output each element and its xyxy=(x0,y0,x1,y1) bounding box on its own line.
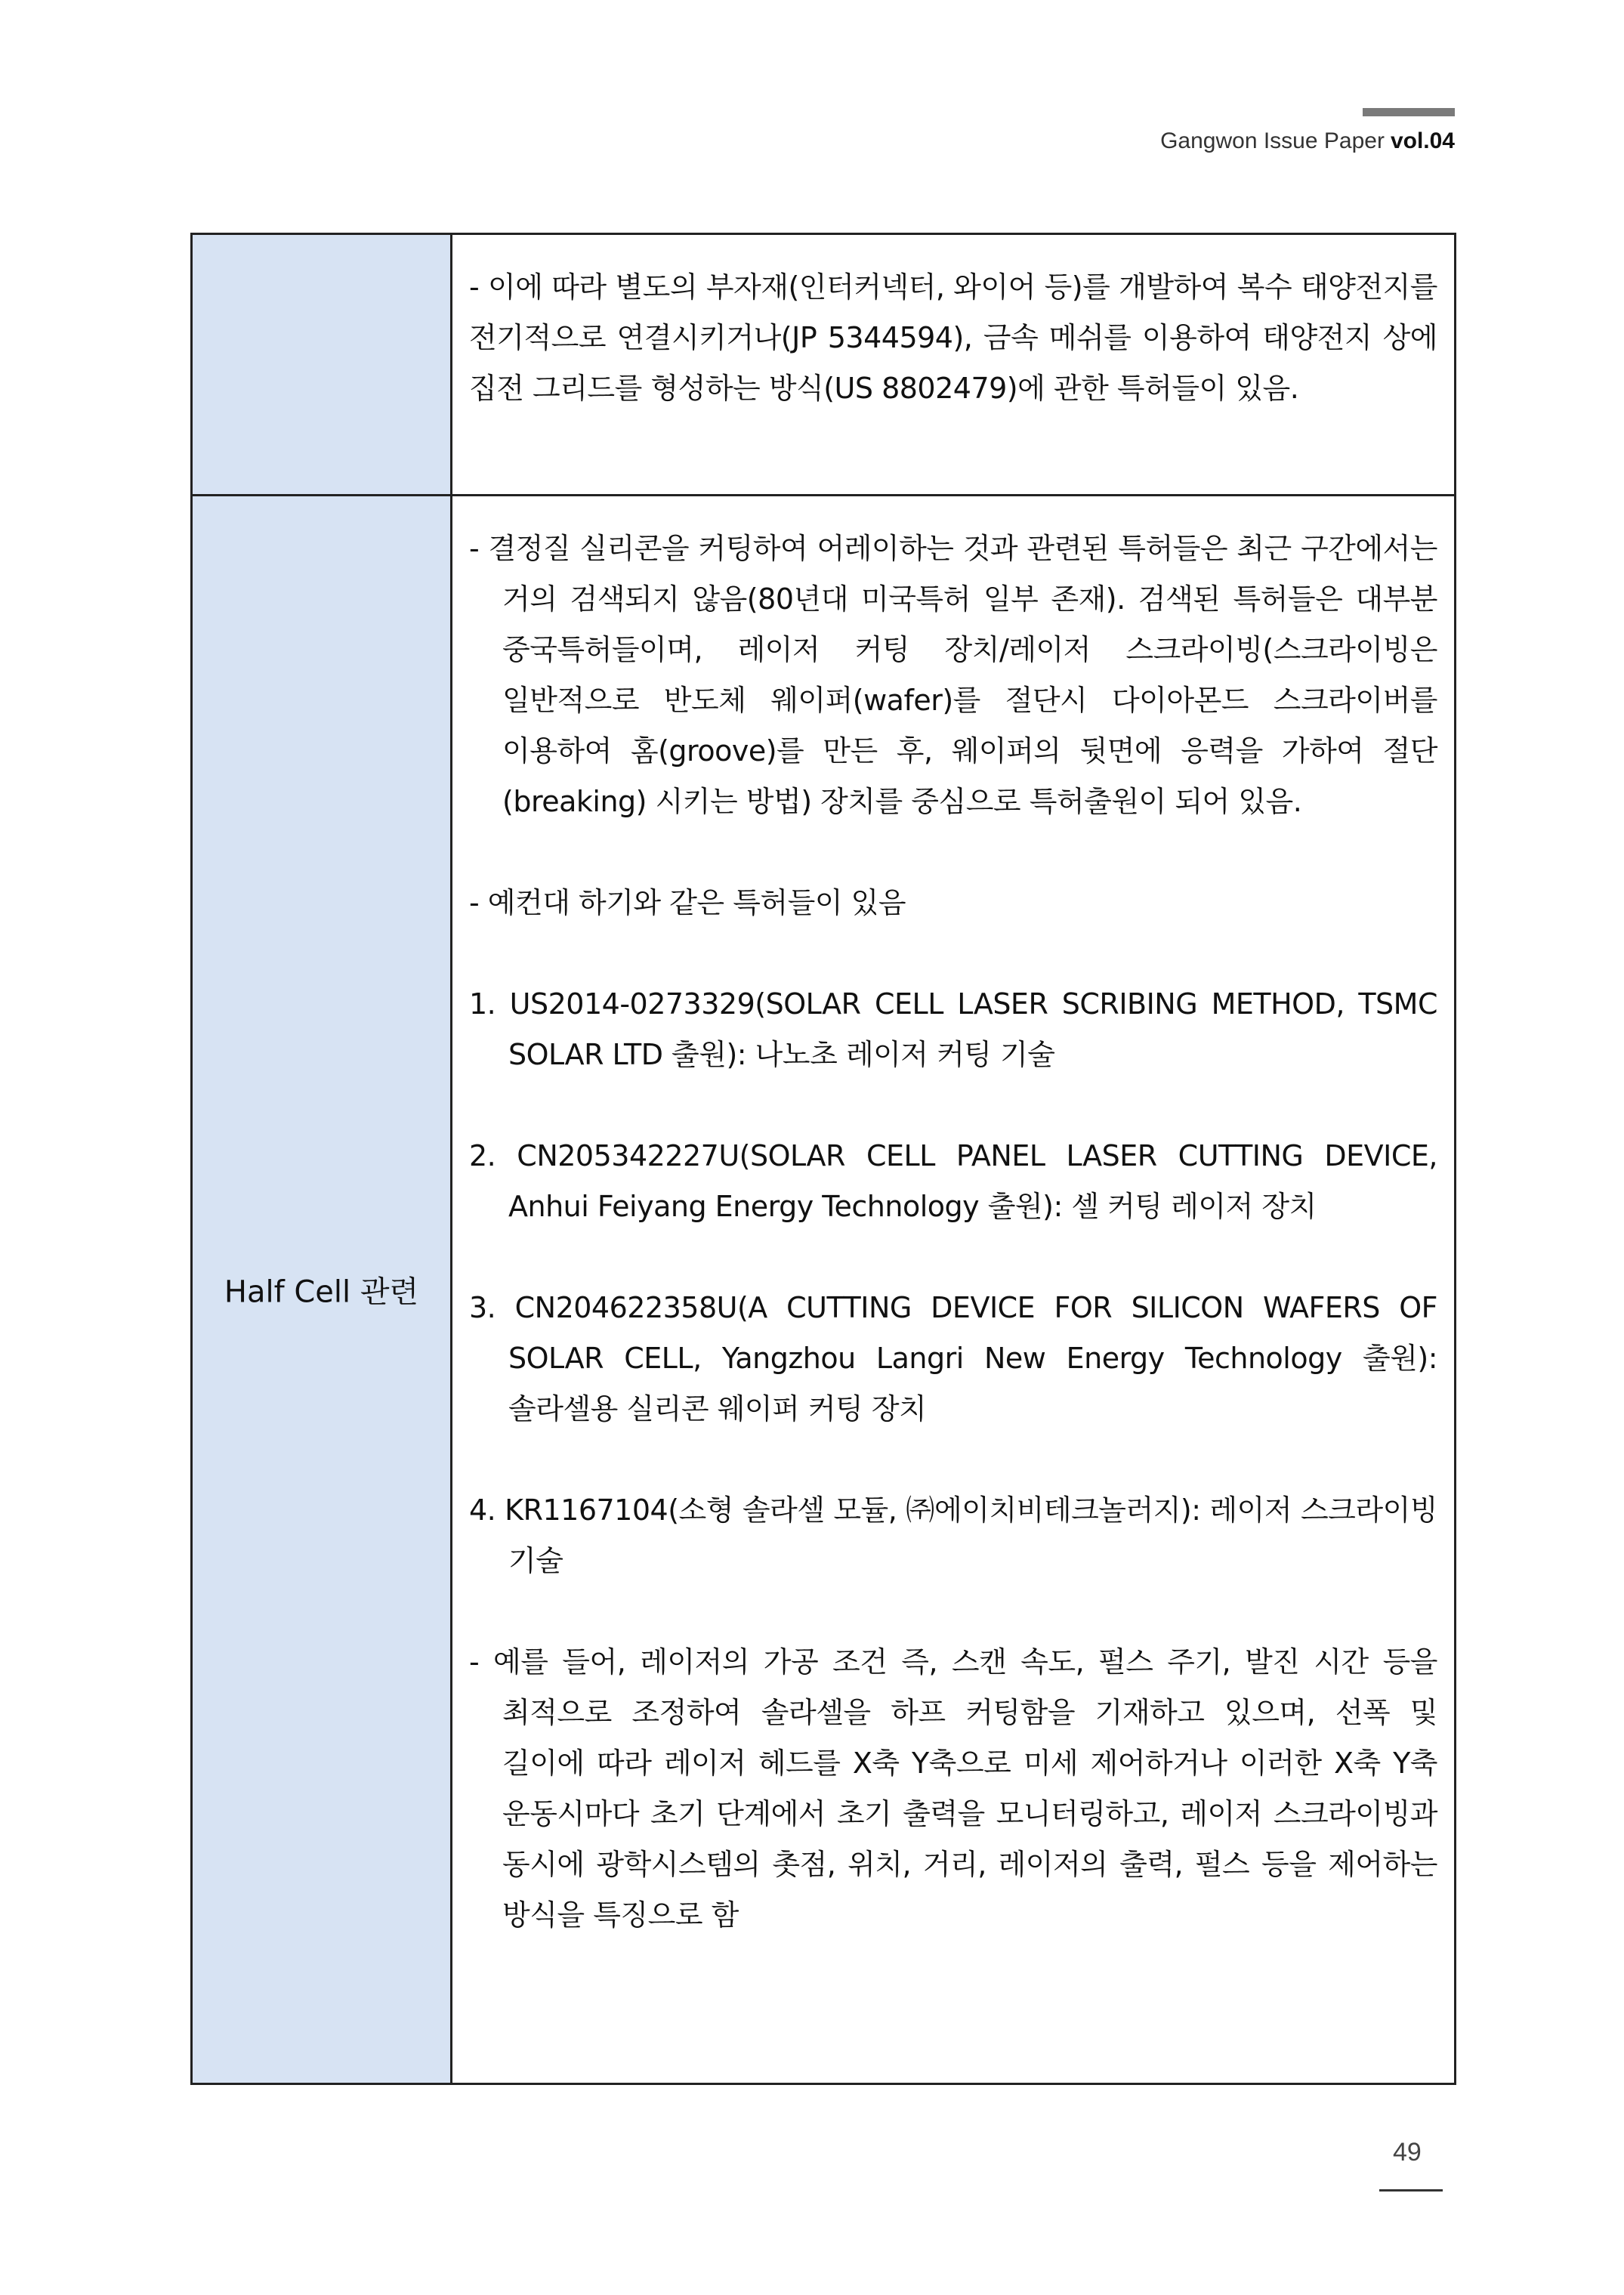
paragraph-patent-list-intro: - 예컨대 하기와 같은 특허들이 있음 xyxy=(469,886,906,919)
patent-item-4: 4. KR1167104(소형 솔라셀 모듈, ㈜에이치비테크놀러지): 레이저 스크라이빙 기술 xyxy=(469,1493,1437,1577)
running-header xyxy=(1160,128,1455,154)
header-title: Gangwon Issue Paper xyxy=(1160,128,1385,153)
row-label-cell xyxy=(193,235,452,494)
paragraph-silicon-cutting-overview: - 결정질 실리콘을 커팅하여 어레이하는 것과 관련된 특허들은 최근 구간에서는 거의 검색되지 않음(80년대 미국특허 일부 존재). 검색된 특허들은 대부분 중국특허들이며, 레이저 커팅 장치/레이저 스크라이빙(스크라이빙은 일반적으로 반도체 웨이퍼(wafer)를 절단시 다이아몬드 스크라이버를 이용하여 홈(groove)를 만든 후, 웨이퍼의 뒷면에 응력을 가하여 절단(breaking) 시키는 방법) 장치를 중심으로 특허출원이 되어 있음. xyxy=(469,532,1437,818)
page-number: 49 xyxy=(1393,2138,1422,2167)
header-volume: vol.04 xyxy=(1390,128,1455,153)
footer-divider xyxy=(1379,2189,1443,2192)
row-label-half-cell: Half Cell 관련 xyxy=(224,1274,419,1310)
patent-item-2: 2. CN205342227U(SOLAR CELL PANEL LASER CUTTING DEVICE, Anhui Feiyang Energy Technology 출원): 셀 커팅 레이저 장치 xyxy=(469,1139,1437,1223)
table-row xyxy=(193,235,1454,496)
table-row xyxy=(193,496,1454,2083)
patent-table xyxy=(190,233,1456,2085)
patent-item-1: 1. US2014-0273329(SOLAR CELL LASER SCRIBING METHOD, TSMC SOLAR LTD 출원): 나노초 레이저 커팅 기술 xyxy=(469,987,1437,1071)
header-accent-bar xyxy=(1363,108,1455,116)
paragraph-interconnect-patents: - 이에 따라 별도의 부자재(인터커넥터, 와이어 등)를 개발하여 복수 태양전지를 전기적으로 연결시키거나(JP 5344594), 금속 메쉬를 이용하여 태양전지 상에 집전 그리드를 형성하는 방식(US 8802479)에 관한 특허들이 있음. xyxy=(469,270,1437,405)
paragraph-laser-conditions: - 예를 들어, 레이저의 가공 조건 즉, 스캔 속도, 펄스 주기, 발진 시간 등을 최적으로 조정하여 솔라셀을 하프 커팅함을 기재하고 있으며, 선폭 및 길이에 따라 레이저 헤드를 X축 Y축으로 미세 제어하거나 이러한 X축 Y축 운동시마다 초기 단계에서 초기 출력을 모니터링하고, 레이저 스크라이빙과 동시에 광학시스템의 촛점, 위치, 거리, 레이저의 출력, 펄스 등을 제어하는 방식을 특징으로 함 xyxy=(469,1645,1437,1932)
patent-item-3: 3. CN204622358U(A CUTTING DEVICE FOR SILICON WAFERS OF SOLAR CELL, Yangzhou Langri New Energy Technology 출원): 솔라셀용 실리콘 웨이퍼 커팅 장치 xyxy=(469,1291,1437,1425)
row-label-cell xyxy=(193,496,452,2083)
row-content-cell xyxy=(452,235,1454,494)
row-content-cell xyxy=(452,496,1454,2083)
